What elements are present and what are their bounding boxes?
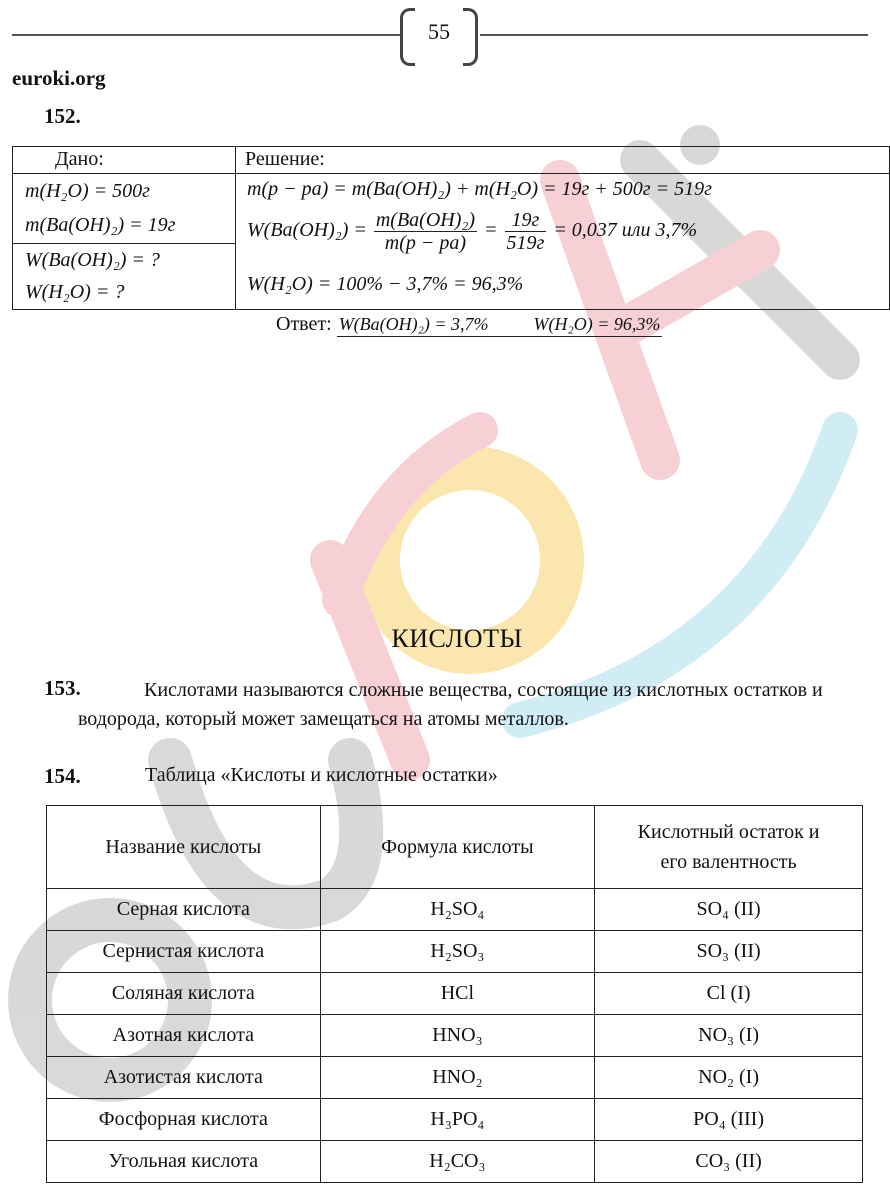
acid-name: Азотная кислота bbox=[47, 1015, 321, 1057]
solution-line-2: W(Ba(OH)₂) = $\frac{\text{m(Ba(OH)₂)}}{m(p - pa)}$ = $\frac{19г}{519г}$ = 0,037 или 3,7% bbox=[247, 209, 698, 254]
acid-formula: H₂SO₄ bbox=[320, 889, 595, 931]
acids-table bbox=[46, 805, 863, 1183]
fraction-mass bbox=[374, 209, 477, 254]
table-row bbox=[47, 889, 863, 931]
find-item: W(H₂O) = ? bbox=[25, 281, 125, 303]
acid-formula: H₂CO₃ bbox=[320, 1141, 595, 1183]
acid-residue: NO₂ (I) bbox=[595, 1057, 863, 1099]
acid-residue: NO₃ (I) bbox=[595, 1015, 863, 1057]
fraction-numerator: 19г bbox=[505, 209, 547, 232]
header-rule-right bbox=[480, 34, 868, 36]
fraction-denominator: m(p − pa) bbox=[384, 232, 467, 254]
acid-residue: SO₄ (II) bbox=[595, 889, 863, 931]
acid-name: Азотистая кислота bbox=[47, 1057, 321, 1099]
answer-text: W(Ba(OH)₂) = 3,7% W(H₂O) = 96,3% bbox=[337, 314, 663, 337]
section-title: КИСЛОТЫ bbox=[391, 624, 523, 653]
find-item: W(Ba(OH)₂) = ? bbox=[25, 249, 160, 271]
acid-formula: HCl bbox=[320, 973, 595, 1015]
acid-name: Соляная кислота bbox=[47, 973, 321, 1015]
acid-name: Серная кислота bbox=[47, 889, 321, 931]
acid-residue: PO₄ (III) bbox=[595, 1099, 863, 1141]
task-154-title: Таблица «Кислоты и кислотные остатки» bbox=[145, 764, 498, 786]
acid-name: Фосфорная кислота bbox=[47, 1099, 321, 1141]
fraction-numerator: m(Ba(OH)₂) bbox=[375, 209, 475, 231]
given-label: Дано: bbox=[55, 148, 104, 170]
acid-name: Сернистая кислота bbox=[47, 931, 321, 973]
table-row bbox=[47, 1057, 863, 1099]
page-number: 55 bbox=[400, 8, 478, 60]
table-row bbox=[47, 1015, 863, 1057]
table-header-row bbox=[47, 806, 863, 889]
task-153-number: 153. bbox=[44, 676, 81, 700]
task-152-table bbox=[12, 146, 890, 310]
acid-residue: CO₃ (II) bbox=[595, 1141, 863, 1183]
fraction-denominator: 519г bbox=[506, 232, 545, 254]
acid-formula: HNO₂ bbox=[320, 1057, 595, 1099]
acid-name: Угольная кислота bbox=[47, 1141, 321, 1183]
given-item: m(Ba(OH)₂) = 19г bbox=[25, 214, 176, 236]
solution-label: Решение: bbox=[245, 148, 325, 170]
table-row bbox=[47, 1141, 863, 1183]
task-152-answer bbox=[276, 313, 662, 337]
table-row bbox=[47, 931, 863, 973]
site-name: euroki.org bbox=[12, 66, 106, 90]
acid-formula: H₃PO₄ bbox=[320, 1099, 595, 1141]
fraction-values bbox=[505, 209, 547, 254]
header-rule-left bbox=[12, 34, 402, 36]
solution-line-1: m(p − pa) = m(Ba(OH)₂) + m(H₂O) = 19г + 500г = 519г bbox=[247, 178, 712, 200]
table-row bbox=[47, 1099, 863, 1141]
table-row bbox=[47, 973, 863, 1015]
task-153-text: Кислотами называются сложные вещества, состоящие из кислотных остатков и водорода, который может замещаться на атомы металлов. bbox=[78, 679, 823, 730]
acid-residue: SO₃ (II) bbox=[595, 931, 863, 973]
acid-formula: HNO₃ bbox=[320, 1015, 595, 1057]
task-154-number: 154. bbox=[44, 764, 81, 788]
solution-line-3: W(H₂O) = 100% − 3,7% = 96,3% bbox=[247, 273, 524, 295]
header-acid-residue: Кислотный остаток и его валентность bbox=[595, 806, 863, 889]
acid-residue: Cl (I) bbox=[595, 973, 863, 1015]
header-acid-name: Название кислоты bbox=[47, 806, 321, 889]
solution-line-2-rhs: = 0,037 или 3,7% bbox=[553, 219, 698, 242]
header-acid-formula: Формула кислоты bbox=[320, 806, 595, 889]
solution-line-2-lhs: W(Ba(OH)₂) = bbox=[247, 219, 367, 242]
acid-formula: H₂SO₃ bbox=[320, 931, 595, 973]
task-152-number: 152. bbox=[44, 104, 81, 128]
given-item: m(H₂O) = 500г bbox=[25, 180, 150, 202]
answer-label: Ответ: bbox=[276, 313, 332, 335]
